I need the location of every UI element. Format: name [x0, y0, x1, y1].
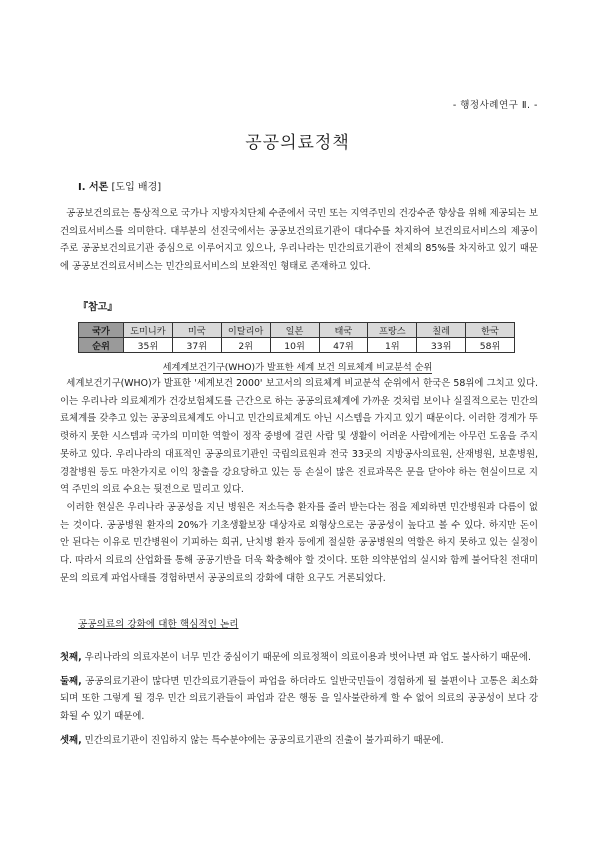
rank-cell: 1위: [368, 338, 417, 353]
argument-item: [60, 649, 538, 667]
argument-lead: 첫째,: [60, 652, 82, 663]
section-heading: [78, 178, 161, 193]
rank-cell: 33위: [417, 338, 466, 353]
argument-text: 공공의료기관이 많다면 민간의료기관들이 파업을 하더라도 일반국민들이 경험하게 될 불편이나 고통은 최소화되며 또한 그렇게 될 경우 민간 의료기관들이 파업과 같은 행동 을 일사불란하게 할 수 없어 의료의 공공성이 보다 강화될 수 있기 때문에.: [60, 675, 538, 723]
row-header-country: 국가: [79, 323, 124, 338]
document-title: 공공의료정책: [245, 133, 350, 153]
table-caption-text: 세계계보건기구(WHO)가 발표한 세계 보건 의료체계 비교분석 순위: [162, 362, 433, 373]
series-header: - 행정사례연구 Ⅱ. -: [452, 100, 538, 111]
section-label: [도입 배경]: [111, 182, 162, 193]
table-row-ranks: [79, 338, 515, 353]
argument-lead: 둘째,: [60, 675, 82, 687]
arguments-heading: 공공의료의 강화에 대한 핵심적인 논리: [78, 619, 239, 630]
body-paragraphs: [60, 375, 538, 587]
rank-cell: 10위: [270, 338, 319, 353]
rank-cell: 58위: [466, 338, 515, 353]
ranking-table: [78, 322, 515, 353]
body-paragraph-2: 이러한 현실은 우리나라 공공성을 지닌 병원은 저소득층 환자를 줄러 받는다는 점을 제외하면 민간병원과 다름이 없는 것이다. 공공병원 환자의 20%가 기초생활보장 대상자로 외형상으로는 공공성이 높다고 볼 수 있다. 하지만 돈이 안 된다는 이유로 민간병원이 기피하는 희귀, 난치병 환자 등에게 절실한 공공병원의 역할은 하지 못하고 있는 실정이다. 따라서 의료의 산업화를 통해 공공기반을 더욱 확충해야 할 것이다. 또한 의약분업의 실시와 함께 불어닥친 전대미문의 의료계 파업사태를 경험하면서 공공의료의 강화에 대한 요구도 거론되었다.: [60, 501, 538, 584]
country-cell: 일본: [270, 323, 319, 338]
country-cell: 도미니카: [124, 323, 173, 338]
rank-cell: 37위: [172, 338, 221, 353]
body-paragraph-1: 세계보건기구(WHO)가 발표한 '세계보건 2000' 보고서의 의료체계 비교분석 순위에서 한국은 58위에 그치고 있다. 이는 우리나라 의료체계가 건강보험체도를 근간으로 하는 공공의료체계에 가까운 것처럼 보이나 실질적으로는 민간의료체계를 갖추고 있는 공공의료체계도 아니고 민간의료체계도 아닌 시스템을 가지고 있기 때문이다. 이러한 경계가 뚜렷하지 못한 시스템과 국가의 미미한 역할이 정작 중병에 걸린 사람 및 생활이 어려운 사람에게는 아무런 도움을 주지 못하고 있다. 우리나라의 대표적인 공공의료기관인 국립의료원과 전국 33곳의 지방공사의료원, 산재병원, 보훈병원, 경찰병원 등도 마찬가지로 이익 창출을 강요당하고 있는 등 손실이 많은 진료과목은 문을 닫아야 하는 현실이므로 지역 주민의 의료 수요는 뒷전으로 밀리고 있다.: [60, 378, 538, 496]
country-cell: 한국: [466, 323, 515, 338]
section-number: Ⅰ. 서론: [78, 182, 109, 193]
country-cell: 프랑스: [368, 323, 417, 338]
arguments-list: [60, 649, 538, 756]
country-cell: 이탈리아: [221, 323, 270, 338]
row-header-rank: 순위: [79, 338, 124, 353]
table-row-countries: [79, 323, 515, 338]
intro-text: 공공보건의료는 통상적으로 국가나 지방자치단체 수준에서 국민 또는 지역주민의 건강수준 향상을 위해 제공되는 보건의료서비스를 의미한다. 대부분의 선진국에서는 공공보건의료기관이 대다수를 차지하여 보건의료서비스의 제공이 주로 공공보건의료기관 중심으로 이루어지고 있으나, 우리나라는 민간의료기관이 전체의 85%를 차지하고 있기 때문에 공공보건의료서비스는 민간의료서비스의 보완적인 형태로 존재하고 있다.: [60, 208, 538, 273]
intro-paragraph: [60, 205, 538, 276]
rank-cell: 35위: [124, 338, 173, 353]
rank-cell: 2위: [221, 338, 270, 353]
table-caption: [0, 359, 595, 373]
country-cell: 미국: [172, 323, 221, 338]
reference-label: 『참고』: [78, 302, 118, 313]
argument-item: [60, 732, 538, 750]
argument-text: 민간의료기관이 진입하지 않는 특수분야에는 공공의료기관의 진출이 불가피하기 때문에.: [81, 734, 444, 746]
country-cell: 칠레: [417, 323, 466, 338]
rank-cell: 47위: [319, 338, 368, 353]
argument-text: 우리나라의 의료자본이 너무 민간 중심이기 때문에 의료정책이 의료이용과 벗어나면 파 업도 불사하기 때문에.: [81, 652, 531, 663]
country-cell: 태국: [319, 323, 368, 338]
argument-lead: 셋째,: [60, 734, 82, 746]
argument-item: [60, 673, 538, 726]
